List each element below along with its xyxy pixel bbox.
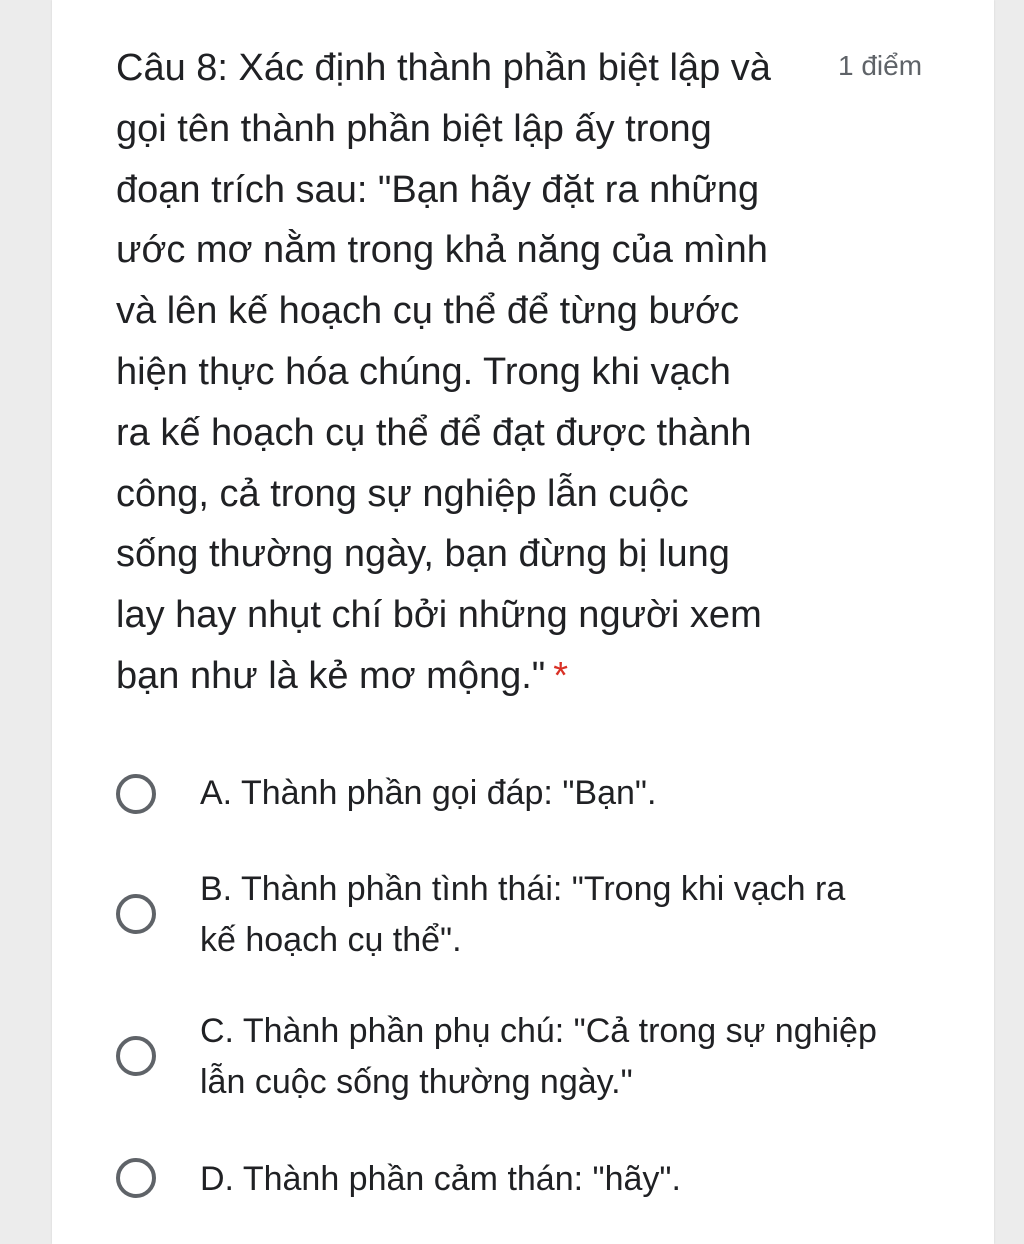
radio-option-c[interactable] (116, 1036, 156, 1076)
question-text (116, 38, 836, 707)
question-text-content: Câu 8: Xác định thành phần biệt lập và gọi tên thành phần biệt lập ấy trong đoạn trích sau: "Bạn hãy đặt ra những ước mơ nằm trong khả năng của mình và lên kế hoạch cụ thể để từng bước hiện thực hóa chúng. Trong khi vạch ra kế hoạch cụ thể để đạt được thành công, cả trong sự nghiệp lẫn cuộc sống thường ngày, bạn đừng bị lung lay hay nhụt chí bởi những người xem bạn như là kẻ mơ mộng." (116, 47, 771, 697)
option-c-label[interactable]: C. Thành phần phụ chú: "Cả trong sự nghiệp lẫn cuộc sống thường ngày." (200, 1012, 877, 1101)
radio-option-d[interactable] (116, 1158, 156, 1198)
required-asterisk: * (553, 654, 569, 697)
option-a-label[interactable]: A. Thành phần gọi đáp: "Bạn". (200, 774, 657, 812)
points-label: 1 điểm (838, 50, 923, 81)
radio-option-a[interactable] (116, 774, 156, 814)
radio-option-b[interactable] (116, 894, 156, 934)
question-header (116, 38, 936, 707)
option-d-label[interactable]: D. Thành phần cảm thán: "hãy". (200, 1160, 681, 1198)
option-b-label[interactable]: B. Thành phần tình thái: "Trong khi vạch ra kế hoạch cụ thể". (200, 870, 846, 959)
